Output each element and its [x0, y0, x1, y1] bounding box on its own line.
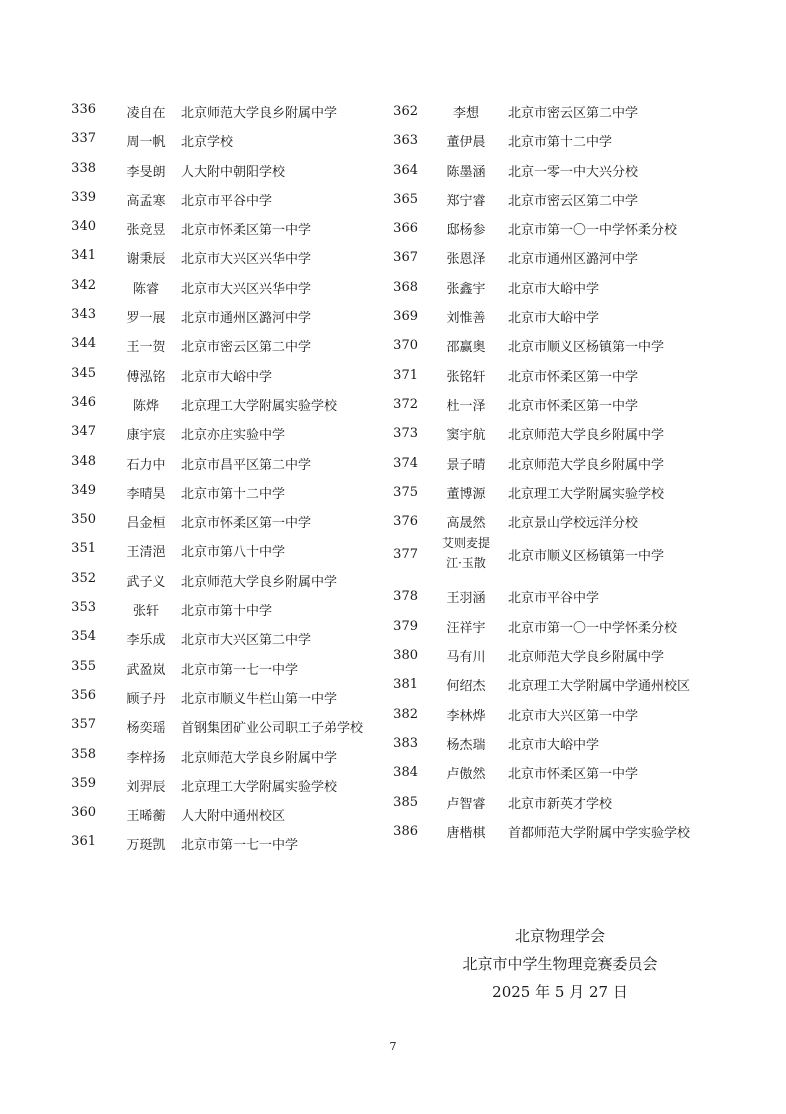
student-name: 张竞昱 [126, 223, 166, 239]
school-name: 北京学校 [181, 135, 234, 151]
list-item [392, 504, 732, 533]
list-item [392, 270, 732, 299]
list-item [392, 123, 732, 152]
student-name: 李想 [452, 106, 479, 121]
list-item [392, 153, 732, 182]
list-item [60, 153, 390, 182]
entry-number: 386 [393, 823, 418, 839]
entry-number: 359 [71, 775, 96, 791]
school-name: 北京市顺义牛栏山第一中学 [181, 691, 338, 707]
page-number: 7 [389, 1040, 397, 1053]
entry-number: 368 [393, 279, 418, 295]
student-name: 李林烨 [446, 708, 486, 724]
entry-number: 379 [393, 618, 418, 634]
student-name: 王清浥 [126, 545, 166, 561]
list-item [392, 446, 732, 475]
school-name: 北京市大峪中学 [181, 369, 273, 385]
list-item [60, 123, 390, 152]
school-name: 北京市怀柔区第一中学 [508, 767, 639, 783]
list-item [60, 504, 390, 533]
school-name: 北京市怀柔区第一中学 [181, 516, 312, 532]
list-item [392, 416, 732, 445]
list-item [60, 797, 390, 826]
school-name: 北京景山学校远洋分校 [508, 516, 639, 532]
student-name: 凌自在 [126, 106, 166, 121]
school-name: 北京师范大学良乡附属中学 [508, 428, 665, 444]
student-name: 康宇宸 [126, 428, 166, 444]
student-name: 吕金桓 [126, 516, 166, 532]
student-name: 周一帆 [126, 135, 166, 151]
right-list [392, 94, 732, 843]
school-name: 首都师范大学附属中学实验学校 [508, 825, 691, 841]
entry-number: 352 [71, 570, 96, 586]
entry-number: 385 [393, 794, 418, 810]
entry-number: 376 [393, 514, 418, 530]
entry-number: 354 [71, 629, 96, 645]
entry-number: 372 [393, 396, 418, 412]
entry-number: 369 [393, 309, 418, 325]
entry-number: 384 [393, 765, 418, 781]
school-name: 北京理工大学附属中学通州校区 [508, 679, 691, 695]
entry-number: 361 [71, 834, 96, 850]
list-item [392, 579, 732, 608]
entry-number: 337 [71, 131, 96, 147]
entry-number: 380 [393, 648, 418, 664]
list-item [60, 240, 390, 269]
school-name: 北京师范大学良乡附属中学 [181, 106, 338, 121]
student-name: 谢秉辰 [126, 252, 166, 268]
entry-number: 347 [71, 424, 96, 440]
list-item [60, 416, 390, 445]
list-item [60, 563, 390, 592]
list-item [60, 709, 390, 738]
entry-number: 338 [71, 160, 96, 176]
list-item [60, 270, 390, 299]
list-item [60, 651, 390, 680]
list-item [60, 592, 390, 621]
entry-number: 373 [393, 426, 418, 442]
student-name: 张轩 [132, 604, 159, 620]
school-name: 北京市第一〇一中学怀柔分校 [508, 223, 678, 239]
list-item [392, 814, 732, 843]
list-item [60, 182, 390, 211]
entry-number: 345 [71, 365, 96, 381]
entry-number: 363 [393, 133, 418, 149]
student-name: 邸杨参 [446, 223, 486, 239]
school-name: 北京市通州区潞河中学 [181, 311, 312, 327]
entry-number: 367 [393, 250, 418, 266]
list-item [60, 446, 390, 475]
student-name: 景子晴 [446, 457, 486, 473]
school-name: 人大附中通州校区 [181, 809, 286, 825]
student-name: 刘羿辰 [126, 779, 166, 795]
student-name: 高孟寒 [126, 193, 166, 209]
school-name: 北京一零一中大兴分校 [508, 164, 639, 180]
entry-number: 365 [393, 191, 418, 207]
school-name: 北京市大峪中学 [508, 311, 600, 327]
student-name: 武子义 [126, 574, 166, 590]
entry-number: 336 [71, 102, 96, 117]
student-name: 万珽凯 [126, 838, 166, 854]
school-name: 人大附中朝阳学校 [181, 164, 286, 180]
list-item [60, 358, 390, 387]
entry-number: 353 [71, 600, 96, 616]
school-name: 北京师范大学良乡附属中学 [508, 457, 665, 473]
student-name: 卢智睿 [446, 796, 486, 812]
school-name: 北京市大峪中学 [508, 737, 600, 753]
student-name: 陈睿 [132, 281, 159, 297]
school-name: 北京市第八十中学 [181, 545, 286, 561]
entry-number: 350 [71, 512, 96, 528]
entry-number: 342 [71, 277, 96, 293]
school-name: 北京市第十二中学 [508, 135, 613, 151]
entry-number: 339 [71, 189, 96, 205]
entry-number: 381 [393, 677, 418, 693]
list-item [60, 328, 390, 357]
school-name: 北京理工大学附属实验学校 [181, 779, 338, 795]
list-item [392, 533, 732, 579]
list-item [392, 387, 732, 416]
student-name: 李梓扬 [126, 750, 166, 766]
school-name: 北京市大峪中学 [508, 281, 600, 297]
entry-number: 346 [71, 394, 96, 410]
school-name: 北京市第一〇一中学怀柔分校 [508, 620, 678, 636]
student-name: 陈墨涵 [446, 164, 486, 180]
school-name: 北京市大兴区第一中学 [508, 708, 639, 724]
student-name: 王晞蘅 [126, 809, 166, 825]
student-name: 何绍杰 [446, 679, 486, 695]
list-item [392, 299, 732, 328]
list-item [392, 755, 732, 784]
entry-number: 351 [71, 541, 96, 557]
entry-number: 343 [71, 307, 96, 323]
school-name: 北京师范大学良乡附属中学 [508, 650, 665, 666]
list-item [60, 621, 390, 650]
list-item [392, 240, 732, 269]
left-list [60, 94, 390, 856]
list-item [60, 680, 390, 709]
entry-number: 357 [71, 717, 96, 733]
school-name: 北京市密云区第二中学 [508, 193, 639, 209]
student-name: 王羽涵 [446, 591, 486, 607]
school-name: 北京市大兴区第二中学 [181, 633, 312, 649]
list-item [60, 387, 390, 416]
entry-number: 360 [71, 805, 96, 821]
list-item [60, 533, 390, 562]
school-name: 北京市顺义区杨镇第一中学 [508, 340, 665, 356]
entry-number: 349 [71, 482, 96, 498]
student-name: 顾子丹 [126, 691, 166, 707]
list-item [392, 609, 732, 638]
school-name: 北京市大兴区兴华中学 [181, 252, 312, 268]
list-item [60, 94, 390, 123]
list-item [392, 726, 732, 755]
student-name: 王一贺 [126, 340, 166, 356]
entry-number: 355 [71, 658, 96, 674]
list-item [392, 785, 732, 814]
school-name: 北京师范大学良乡附属中学 [181, 750, 338, 766]
school-name: 北京市怀柔区第一中学 [508, 398, 639, 414]
student-name: 郑宁睿 [446, 193, 486, 209]
entry-number: 382 [393, 706, 418, 722]
student-name: 武盈岚 [126, 662, 166, 678]
student-name: 杨杰瑞 [446, 737, 486, 753]
entry-number: 374 [393, 455, 418, 471]
list-item [60, 768, 390, 797]
list-item [60, 826, 390, 855]
list-item [392, 697, 732, 726]
student-name: 张鑫宇 [446, 281, 486, 297]
signature-block [440, 922, 680, 1006]
student-name: 刘惟善 [446, 311, 486, 327]
student-name: 邵赢奥 [446, 340, 486, 356]
student-name: 马有川 [446, 650, 486, 666]
list-item [392, 182, 732, 211]
list-item [60, 475, 390, 504]
student-name: 高晟然 [446, 516, 486, 532]
signature-date: 2025 年 5 月 27 日 [492, 983, 628, 1001]
school-name: 首钢集团矿业公司职工子弟学校 [181, 721, 364, 737]
list-item [392, 475, 732, 504]
student-name: 傅泓铭 [126, 369, 166, 385]
school-name: 北京市密云区第二中学 [508, 106, 639, 121]
entry-number: 341 [71, 248, 96, 264]
school-name: 北京市第一七一中学 [181, 838, 299, 854]
list-item [392, 94, 732, 123]
student-name: 罗一展 [126, 311, 166, 327]
school-name: 北京市怀柔区第一中学 [508, 369, 639, 385]
signature-org1: 北京物理学会 [514, 927, 605, 945]
student-name: 陈烨 [132, 398, 159, 414]
signature-org2: 北京市中学生物理竞赛委员会 [462, 955, 658, 973]
student-name-line2: 江·玉散 [446, 556, 486, 571]
entry-number: 383 [393, 735, 418, 751]
student-name: 张恩泽 [446, 252, 486, 268]
entry-number: 344 [71, 336, 96, 352]
entry-number: 340 [71, 219, 96, 235]
student-name: 张铭轩 [446, 369, 486, 385]
list-item [60, 211, 390, 240]
school-name: 北京市昌平区第二中学 [181, 457, 312, 473]
school-name: 北京师范大学良乡附属中学 [181, 574, 338, 590]
school-name: 北京市第十中学 [181, 604, 273, 620]
entry-number: 378 [393, 589, 418, 605]
student-name: 董伊晨 [446, 135, 486, 151]
list-item [392, 638, 732, 667]
student-name: 杜一泽 [446, 398, 486, 414]
student-name: 汪祥宇 [446, 620, 486, 636]
student-name: 李旻朗 [126, 164, 166, 180]
student-name: 石力中 [126, 457, 166, 473]
list-item [60, 739, 390, 768]
school-name: 北京理工大学附属实验学校 [181, 398, 338, 414]
entry-number: 356 [71, 687, 96, 703]
student-name: 董博源 [446, 486, 486, 502]
school-name: 北京市顺义区杨镇第一中学 [508, 549, 665, 565]
student-name: 杨奕瑶 [126, 721, 166, 737]
entry-number: 371 [393, 367, 418, 383]
entry-number: 370 [393, 338, 418, 354]
entry-number: 358 [71, 746, 96, 762]
school-name: 北京市新英才学校 [508, 796, 613, 812]
entry-number: 375 [393, 484, 418, 500]
school-name: 北京市通州区潞河中学 [508, 252, 639, 268]
list-item [392, 358, 732, 387]
entry-number: 377 [393, 547, 418, 563]
school-name: 北京亦庄实验中学 [181, 428, 286, 444]
school-name: 北京市密云区第二中学 [181, 340, 312, 356]
entry-number: 362 [393, 104, 418, 119]
student-name: 窦宇航 [446, 428, 486, 444]
student-name-line1: 艾则麦提 [441, 536, 490, 551]
entry-number: 364 [393, 162, 418, 178]
student-name: 唐楷棋 [446, 825, 486, 841]
school-name: 北京市第一七一中学 [181, 662, 299, 678]
entry-number: 366 [393, 221, 418, 237]
list-item [392, 328, 732, 357]
school-name: 北京市大兴区兴华中学 [181, 281, 312, 297]
student-name [438, 533, 494, 573]
student-name: 李晴昊 [126, 486, 166, 502]
school-name: 北京市怀柔区第一中学 [181, 223, 312, 239]
school-name: 北京市第十二中学 [181, 486, 286, 502]
school-name: 北京理工大学附属实验学校 [508, 486, 665, 502]
list-item [392, 667, 732, 696]
student-name: 李乐成 [126, 633, 166, 649]
list-item [392, 211, 732, 240]
list-item [60, 299, 390, 328]
school-name: 北京市平谷中学 [508, 591, 600, 607]
student-name: 卢傲然 [446, 767, 486, 783]
school-name: 北京市平谷中学 [181, 193, 273, 209]
entry-number: 348 [71, 453, 96, 469]
